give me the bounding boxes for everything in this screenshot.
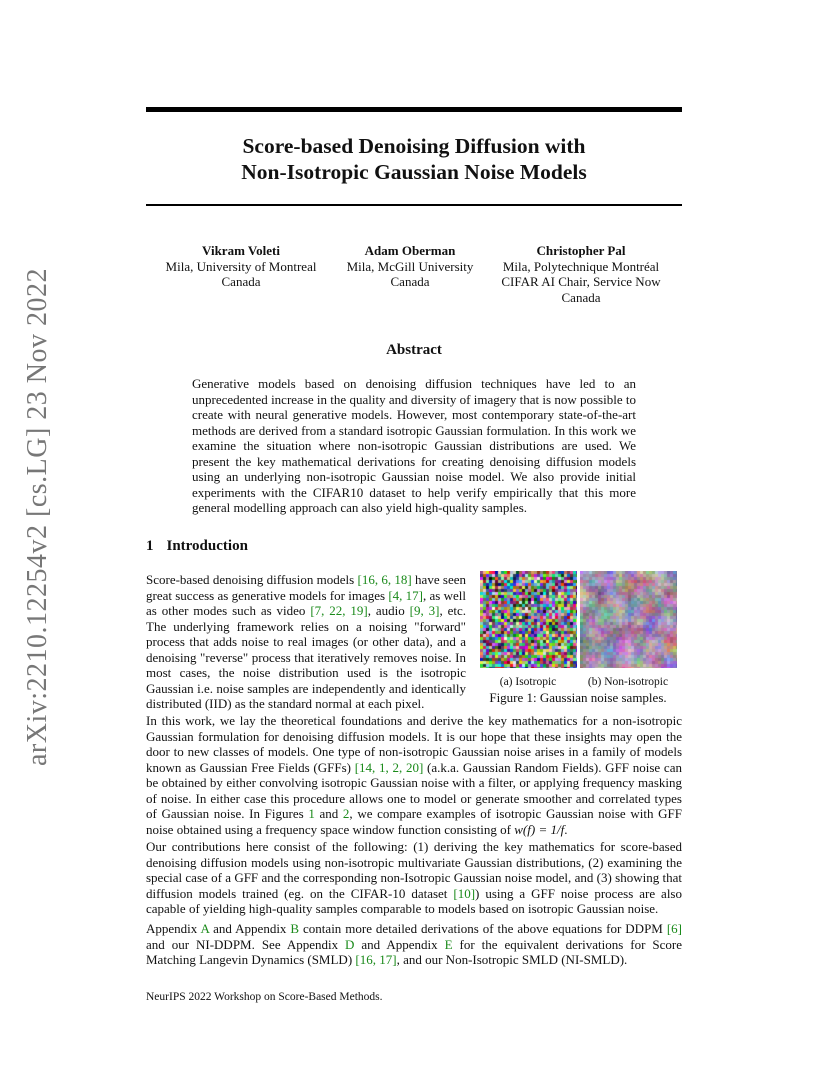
paragraph-text: ) using a GFF noise process are also capable of yielding high-quality samples comparable to models based on isotropic Gaussian noise. bbox=[146, 885, 682, 916]
paragraph-text: have seen great success as generative models for images bbox=[146, 572, 466, 603]
abstract-heading: Abstract bbox=[386, 342, 442, 358]
section-heading bbox=[146, 538, 248, 555]
author-affiliation-2: CIFAR AI Chair, Service Now bbox=[501, 274, 661, 289]
isotropic-noise-image bbox=[480, 571, 577, 668]
citation-link[interactable]: [10] bbox=[453, 885, 476, 901]
author-name: Vikram Voleti bbox=[202, 243, 280, 258]
paragraph-text: , as well as other modes such as video bbox=[146, 587, 466, 618]
title-line-2: Non-Isotropic Gaussian Noise Models bbox=[241, 160, 587, 184]
paragraph-text: and Appendix bbox=[209, 921, 291, 936]
author-2 bbox=[330, 243, 490, 290]
intro-paragraph-1 bbox=[146, 572, 466, 712]
citation-link[interactable]: E bbox=[444, 936, 453, 952]
paragraph-text: , etc. The underlying framework relies on a noising "forward" process that adds noise to real images (or other data), and a denoising "reverse" process that iteratively removes noise. In most cases, the noise distribution used is the isotropic Gaussian i.e. noise samples are independently and identically distributed (IID) as the standard normal at each pixel. bbox=[146, 603, 466, 711]
title-top-rule bbox=[146, 107, 682, 112]
author-1 bbox=[146, 243, 336, 290]
paragraph-text: Our contributions here consist of the following: (1) deriving the key mathematics for score-based denoising diffusion models using non-isotropic multivariate Gaussian distributions, (2) examining the special case of a GFF and the corresponding non-Isotropic Gaussian noise model, and (3) showing that diffusion models trained (eg. on the CIFAR-10 dataset bbox=[146, 839, 682, 901]
paragraph-text: , and our Non-Isotropic SMLD (NI-SMLD). bbox=[396, 952, 628, 967]
paper-title bbox=[146, 133, 682, 185]
citation-link[interactable]: [9, 3] bbox=[409, 603, 440, 618]
citation-link[interactable]: [16, 17] bbox=[355, 952, 397, 967]
title-bottom-rule bbox=[146, 204, 682, 206]
author-country: Canada bbox=[561, 289, 601, 305]
paragraph-text: contain more detailed derivations of the above equations for DDPM bbox=[299, 921, 667, 936]
intro-paragraph-2 bbox=[146, 713, 682, 837]
citation-link[interactable]: [7, 22, 19] bbox=[310, 603, 368, 618]
paragraph-text: (a.k.a. Gaussian Random Fields). GFF noise can be obtained by either convolving isotropic Gaussian noise with a filter, or applying frequency masking of noise. In either case this procedure allows one to model or generate smoother and correlated types of Gaussian noise. In Figures bbox=[146, 759, 682, 821]
subcaption-isotropic: (a) Isotropic bbox=[499, 676, 557, 688]
paragraph-text: . bbox=[564, 821, 568, 837]
arxiv-id: arXiv:2210.12254v2 [cs.LG] 23 Nov 2022 bbox=[22, 267, 53, 767]
paragraph-text: and Appendix bbox=[354, 936, 445, 952]
footer-venue: NeurIPS 2022 Workshop on Score-Based Methods. bbox=[146, 991, 383, 1003]
math-expression: w(f) = 1/f bbox=[514, 821, 565, 837]
paragraph-text: Appendix bbox=[146, 921, 201, 936]
subcaption-non-isotropic: (b) Non-isotropic bbox=[587, 676, 669, 688]
abstract-text: Generative models based on denoising diffusion techniques have led to an unprecedented increase in the quality and diversity of imagery that is now possible to create with neural generative models. However, most contemporary state-of-the-art methods are derived from a standard isotropic Gaussian formulation. In this work we examine the situation where non-isotropic Gaussian distributions are used. We present the key mathematical derivations for creating denoising diffusion models using an underlying non-isotropic Gaussian noise model. We also provide initial experiments with the CIFAR10 dataset to help verify empirically that this more general modelling approach can also yield high-quality samples. bbox=[192, 376, 636, 515]
paragraph-text: for the equivalent derivations for Score Matching Langevin Dynamics (SMLD) bbox=[146, 936, 682, 967]
intro-paragraph-3 bbox=[146, 839, 682, 917]
author-name: Christopher Pal bbox=[536, 243, 626, 258]
intro-paragraph-4 bbox=[146, 921, 682, 968]
citation-link[interactable]: A bbox=[200, 921, 210, 936]
paragraph-text: , audio bbox=[367, 603, 410, 618]
citation-link[interactable]: [6] bbox=[666, 921, 682, 936]
author-affiliation: Mila, Polytechnique Montréal bbox=[502, 258, 660, 274]
paragraph-text: Score-based denoising diffusion models bbox=[146, 572, 358, 587]
non-isotropic-noise-image bbox=[580, 571, 677, 668]
citation-link[interactable]: B bbox=[290, 921, 300, 936]
author-name: Adam Oberman bbox=[364, 243, 456, 258]
section-number: 1 bbox=[146, 538, 154, 554]
author-country: Canada bbox=[221, 274, 261, 289]
citation-link[interactable]: [14, 1, 2, 20] bbox=[354, 759, 424, 775]
paragraph-text: and our NI-DDPM. See Appendix bbox=[146, 936, 346, 952]
author-affiliation: Mila, University of Montreal bbox=[165, 258, 317, 274]
author-3 bbox=[484, 243, 678, 305]
citation-link[interactable]: [16, 6, 18] bbox=[357, 572, 412, 587]
paragraph-text: and bbox=[314, 806, 343, 821]
author-affiliation: Mila, McGill University bbox=[346, 258, 474, 274]
citation-link[interactable]: 1 bbox=[308, 806, 315, 821]
section-title: Introduction bbox=[166, 538, 248, 554]
paragraph-text: In this work, we lay the theoretical foundations and derive the key mathematics for a non-isotropic Gaussian formulation for denoising diffusion models. It is our hope that these insights may open the door to new classes of models. One type of non-isotropic Gaussian noise arises in a family of models known as Gaussian Free Fields (GFFs) bbox=[146, 713, 682, 775]
author-country: Canada bbox=[390, 274, 430, 289]
title-line-1: Score-based Denoising Diffusion with bbox=[242, 134, 586, 158]
citation-link[interactable]: [4, 17] bbox=[388, 587, 423, 603]
paragraph-text: , we compare examples of isotropic Gaussian noise with GFF noise obtained using a frequency space window function consisting of bbox=[146, 806, 682, 837]
figure-caption: Figure 1: Gaussian noise samples. bbox=[489, 690, 667, 705]
citation-link[interactable]: D bbox=[345, 936, 355, 952]
citation-link[interactable]: 2 bbox=[342, 806, 350, 821]
arxiv-sidebar-stamp bbox=[22, 267, 54, 767]
